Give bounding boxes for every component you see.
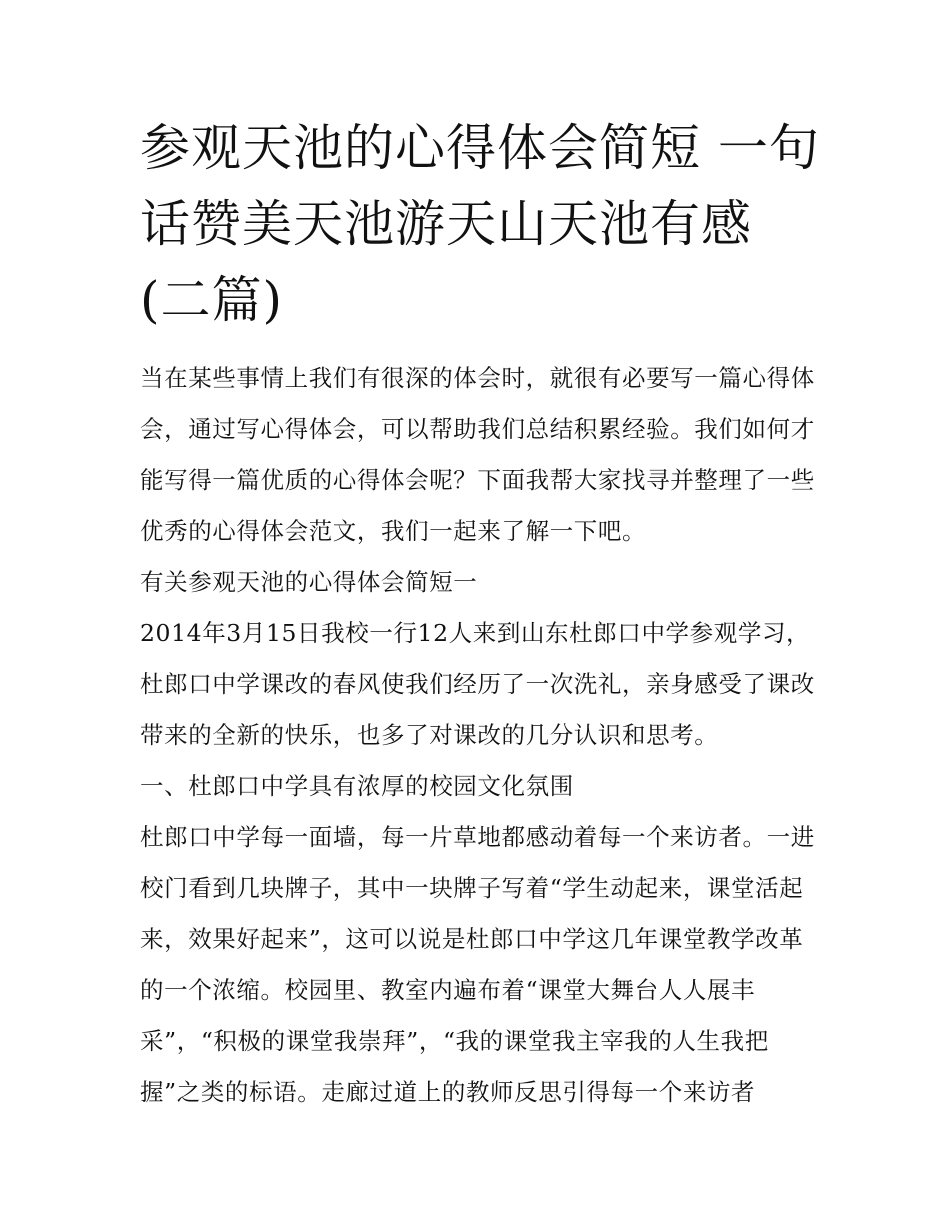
subheading-campus-culture: 一、杜郎口中学具有浓厚的校园文化氛围 <box>140 772 574 800</box>
paragraph-campus-culture: 杜郎口中学每一面墙，每一片草地都感动着每一个来访者。一进校门看到几块牌子，其中一块牌子写着“学生动起来，课堂活起来，效果好起来”，这可以说是杜郎口中学这几年课堂教学改革的一个浓缩。校园里、教室内遍布着“课堂大舞台人人展丰采”，“积极的课堂我崇拜”，“我的课堂我主宰我的人生我把握”之类的标语。走廊过道上的教师反思引得每一个来访者 <box>140 823 815 1106</box>
paragraph-visit: 2014年3月15日我校一行12人来到山东杜郎口中学参观学习，杜郎口中学课改的春风使我们经历了一次洗礼，亲身感受了课改带来的全新的快乐，也多了对课改的几分认识和思考。 <box>140 619 815 749</box>
section-heading: 有关参观天池的心得体会简短一 <box>140 568 478 596</box>
document-title: 参观天池的心得体会简短 一句话赞美天池游天山天池有感(二篇) <box>140 119 820 329</box>
intro-paragraph: 当在某些事情上我们有很深的体会时，就很有必要写一篇心得体会，通过写心得体会，可以帮助我们总结积累经验。我们如何才能写得一篇优质的心得体会呢？下面我帮大家找寻并整理了一些优秀的心得体会范文，我们一起来了解一下吧。 <box>140 364 815 545</box>
